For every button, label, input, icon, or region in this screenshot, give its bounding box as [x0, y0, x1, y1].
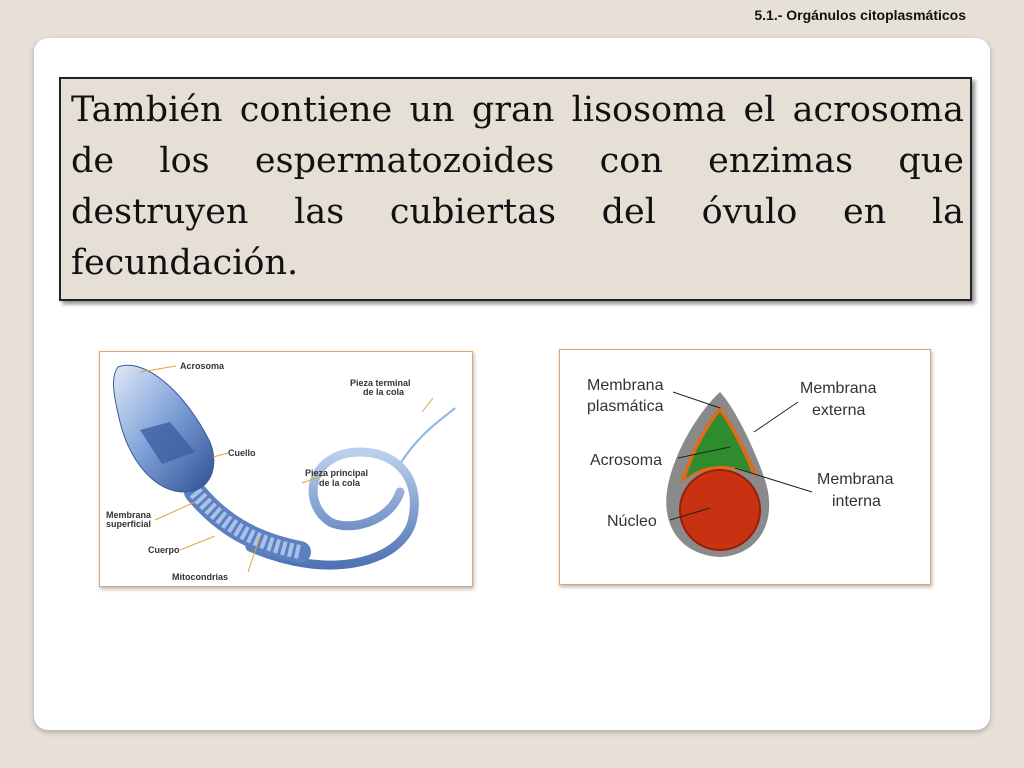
label-membrana-externa-2: externa [812, 402, 866, 419]
label-membrana-2: superficial [106, 519, 152, 529]
label-membrana-plasmatica-2: plasmática [587, 398, 664, 415]
slide-header-title: 5.1.- Orgánulos citoplasmáticos [754, 7, 966, 23]
label-acrosoma: Acrosoma [180, 361, 225, 371]
body-text-box: También contiene un gran lisosoma el acrosoma de los espermatozoides con enzimas que destruyen las cubiertas del óvulo en la fecundación. [59, 77, 972, 301]
label-pieza-terminal-1: Pieza terminal [350, 378, 411, 388]
label-nucleo: Núcleo [607, 513, 657, 530]
sperm-diagram [99, 351, 473, 587]
label-membrana-plasmatica-1: Membrana [587, 377, 664, 394]
label-membrana-externa-1: Membrana [800, 380, 877, 397]
label-pieza-principal-2: de la cola [319, 478, 361, 488]
acrosome-diagram [559, 349, 931, 585]
label-mitocondrias: Mitocondrias [172, 572, 229, 582]
label-cuerpo: Cuerpo [148, 545, 180, 555]
label-pieza-principal-1: Pieza principal [305, 468, 369, 478]
label-acrosoma: Acrosoma [590, 452, 663, 469]
tail-end-piece [400, 408, 455, 464]
label-membrana-interna-1: Membrana [817, 471, 894, 488]
label-cuello: Cuello [228, 448, 256, 458]
label-membrana-1: Membrana [106, 510, 152, 520]
label-pieza-terminal-2: de la cola [363, 387, 405, 397]
label-membrana-interna-2: interna [832, 493, 881, 510]
